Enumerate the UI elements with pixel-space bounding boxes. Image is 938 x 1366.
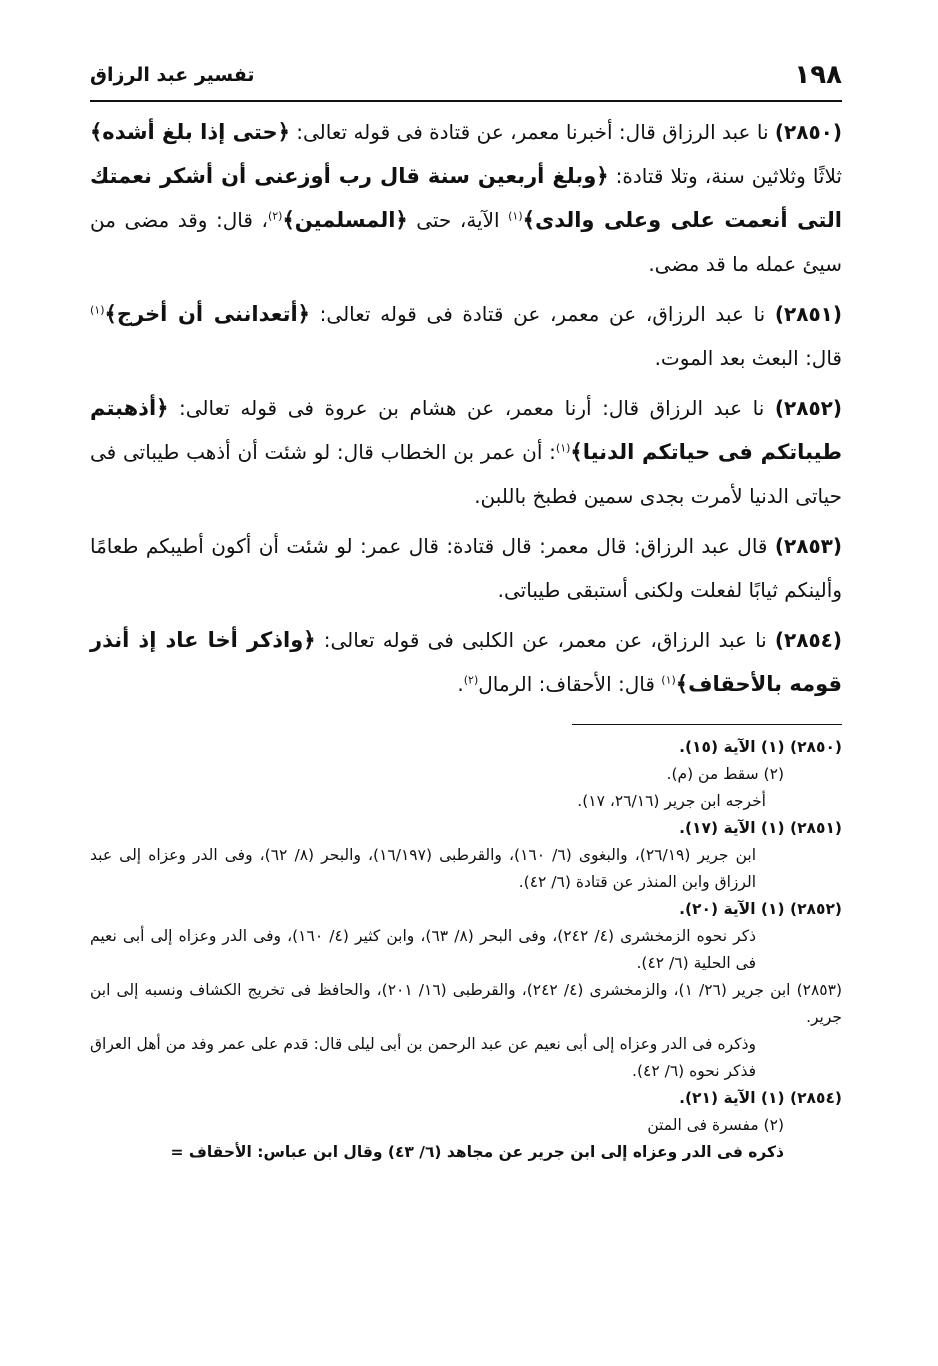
footnote-line: ذكره فى الدر وعزاه إلى ابن جرير عن مجاهد (٦/ ٤٣) وقال ابن عباس: الأحقاف = xyxy=(170,1143,784,1161)
footnote-ref: (٢) xyxy=(267,209,283,223)
paragraph-text: ، قال: وقد مضى من سيئ عمله ما قد مضى. xyxy=(90,208,842,276)
quran-quote: ﴿المسلمين﴾ xyxy=(282,208,408,232)
hadith-number: (٢٨٥٤) xyxy=(774,628,843,652)
main-text xyxy=(90,110,842,712)
quran-quote: ﴿أذهبتم طيباتكم فى حياتكم الدنيا﴾ xyxy=(90,396,842,464)
book-title: تفسير عبد الرزاق xyxy=(90,64,255,86)
paragraph-2854 xyxy=(90,618,842,706)
hadith-number: (٢٨٥٣) xyxy=(774,534,842,558)
footnote-ref: (١) xyxy=(661,673,676,687)
paragraph-2853 xyxy=(90,524,842,612)
paragraph-text: قال عبد الرزاق: قال معمر: قال قتادة: قال عمر: لو شئت أن أكون أطيبكم طعامًا وألينكم ثيابًا لفعلت ولكنى أستبقى طيباتى. xyxy=(90,534,842,602)
paragraph-text: الآية، حتى xyxy=(407,208,509,232)
hadith-number: (٢٨٥٠) xyxy=(774,120,842,144)
paragraph-text: : أن عمر بن الخطاب قال: لو شئت أن أذهب طيباتى فى حياتى الدنيا لأمرت بجدى سمين فطبخ باللبن. xyxy=(90,440,842,508)
footnote-line: ابن جرير (٢٦/١٩)، والبغوى (٦/ ١٦٠)، والقرطبى (١٦/١٩٧)، والبحر (٨/ ٦٢)، وفى الدر وعزاه إلى عبد الرزاق وابن المنذر عن قتادة (٦/ ٤٢). xyxy=(90,846,757,891)
paragraph-text: ثلاثًا وثلاثين سنة، وتلا قتادة: xyxy=(608,164,842,188)
footnotes-divider xyxy=(572,724,842,725)
paragraph-text: نا عبد الرزاق قال: أخبرنا معمر، عن قتادة فى قوله تعالى: xyxy=(289,120,775,144)
footnote-line: ذكر نحوه الزمخشرى (٤/ ٢٤٢)، وفى البحر (٨/ ٦٣)، وابن كثير (٤/ ١٦٠)، وفى الدر وعزاه إلى أبى نعيم فى الحلية (٦/ ٤٢). xyxy=(90,927,757,972)
page-number: ١٩٨ xyxy=(794,60,842,90)
page-header xyxy=(90,56,842,100)
header-divider xyxy=(90,100,842,102)
quran-quote: ﴿حتى إذا بلغ أشده﴾ xyxy=(90,120,290,144)
paragraph-text: قال: البعث بعد الموت. xyxy=(654,346,842,370)
footnote-ref: (١) xyxy=(90,303,105,317)
paragraph-2850 xyxy=(90,110,842,286)
footnote-line: (٢٨٥٢) (١) الآية (٢٠). xyxy=(679,900,842,918)
hadith-number: (٢٨٥١) xyxy=(774,302,842,326)
footnote-line: (٢٨٥٠) (١) الآية (١٥). xyxy=(679,738,842,756)
paragraph-text: . xyxy=(457,672,464,696)
footnote-line: أخرجه ابن جرير (٢٦/١٦، ١٧). xyxy=(577,792,766,810)
paragraph-text: قال: الأحقاف: الرمال xyxy=(478,672,662,696)
hadith-number: (٢٨٥٢) xyxy=(774,396,842,420)
footnote-line: (٢٨٥١) (١) الآية (١٧). xyxy=(679,819,842,837)
footnotes xyxy=(90,734,842,1166)
footnote-line: وذكره فى الدر وعزاه إلى أبى نعيم عن عبد الرحمن بن أبى ليلى قال: قدم على عمر وفد من أهل العراق فذكر نحوه (٦/ ٤٢). xyxy=(90,1035,756,1080)
footnote-line: (٢) سقط من (م). xyxy=(666,765,784,783)
paragraph-2851 xyxy=(90,292,842,380)
paragraph-text: نا عبد الرزاق قال: أرنا معمر، عن هشام بن عروة فى قوله تعالى: xyxy=(168,396,775,420)
footnote-ref: (٢) xyxy=(463,673,479,687)
quran-quote: ﴿وبلغ أربعين سنة قال رب أوزعنى أن أشكر نعمتك التى أنعمت على وعلى والدى﴾ xyxy=(90,164,842,232)
footnote-line: (٢) مفسرة فى المتن xyxy=(647,1116,784,1134)
paragraph-text: نا عبد الرزاق، عن معمر، عن الكلبى فى قوله تعالى: xyxy=(315,628,775,652)
quran-quote: ﴿واذكر أخا عاد إذ أنذر قومه بالأحقاف﴾ xyxy=(90,628,842,696)
footnote-ref: (١) xyxy=(555,441,571,455)
footnote-ref: (١) xyxy=(508,209,523,223)
paragraph-text: نا عبد الرزاق، عن معمر، عن قتادة فى قوله تعالى: xyxy=(310,302,775,326)
quran-quote: ﴿أتعداننى أن أخرج﴾ xyxy=(104,302,310,326)
footnote-line: (٢٨٥٤) (١) الآية (٢١). xyxy=(679,1089,842,1107)
footnote-line: (٢٨٥٣) ابن جرير (٢٦/ ١)، والزمخشرى (٤/ ٢٤٢)، والقرطبى (١٦/ ٢٠١)، والحافظ فى تخريج الكشاف ونسبه إلى ابن جرير. xyxy=(90,981,842,1026)
paragraph-2852 xyxy=(90,386,842,518)
